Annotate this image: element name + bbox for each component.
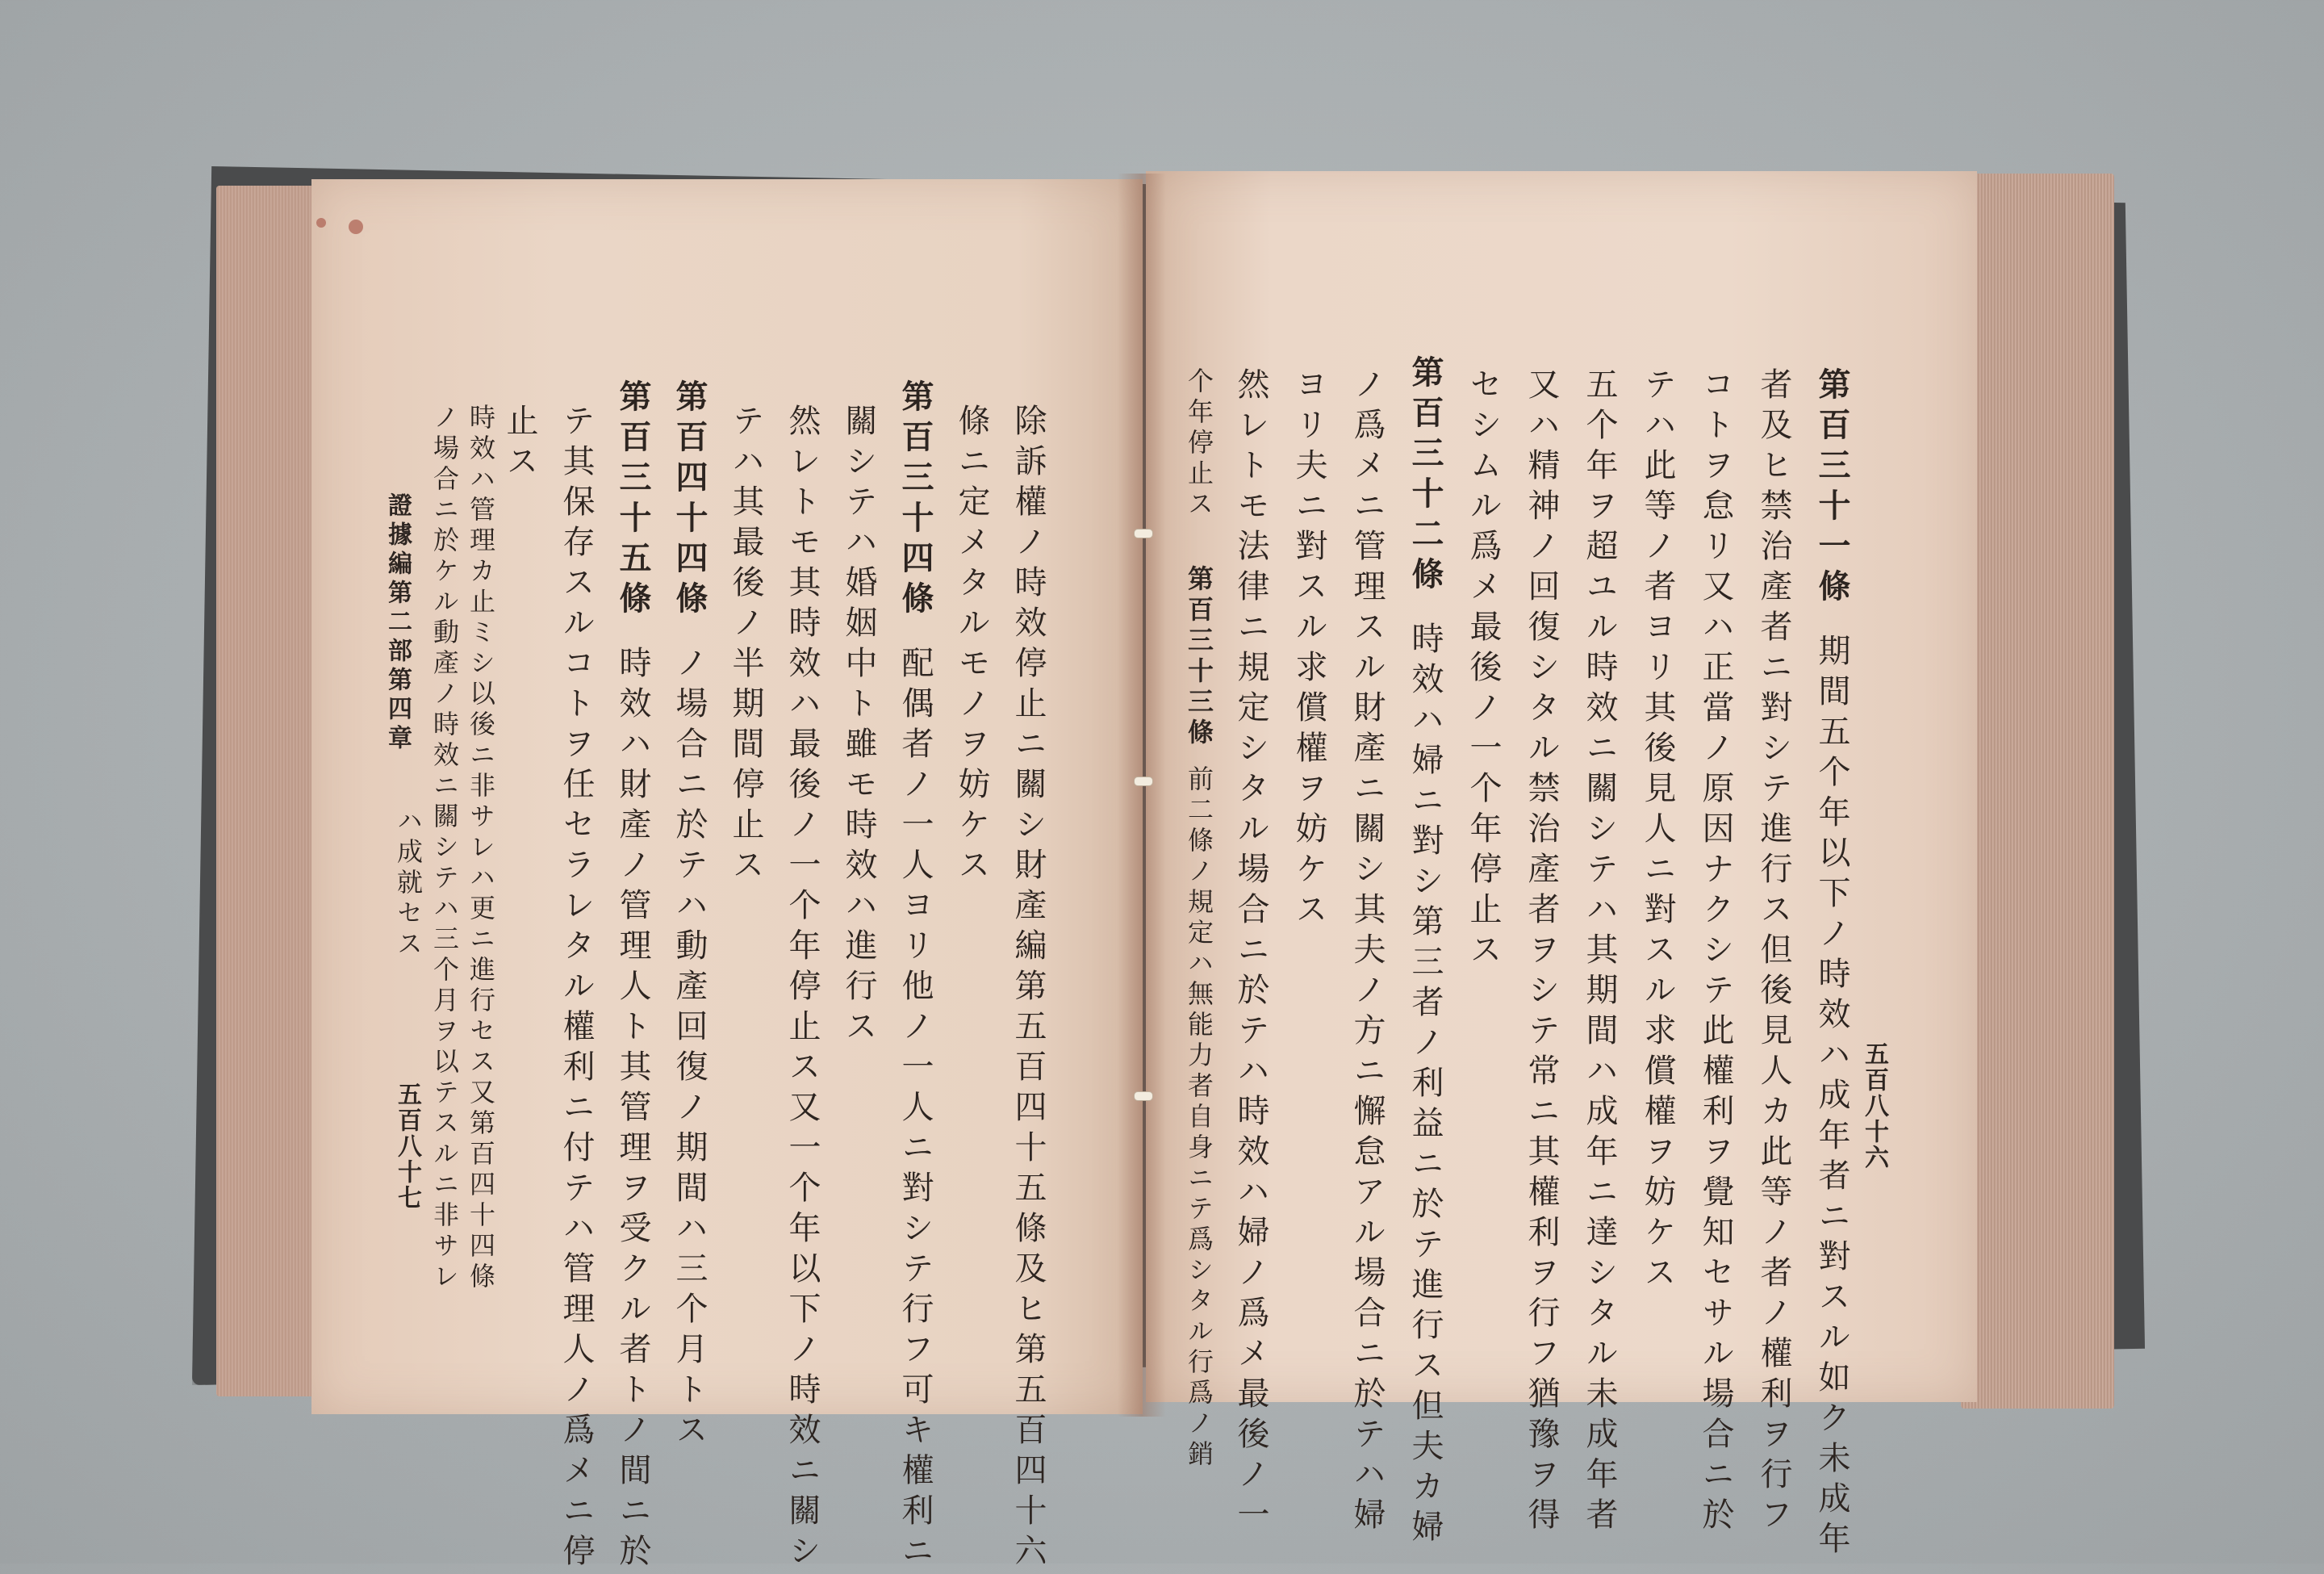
page-number-right: 五百八十六 [1860, 1041, 1888, 1170]
text-column: 第百三十二條時效ハ婦ニ對シ第三者ノ利益ニ於テ進行ス但夫カ婦 [1407, 355, 1444, 1550]
text-column: 第百三十五條時效ハ財產ノ管理人ト其管理ヲ受クル者トノ間ニ於 [614, 379, 652, 1574]
binding-stitch [1134, 529, 1153, 538]
binding-stitch [1134, 777, 1153, 786]
text-column: 時效ハ管理カ止ミシ以後ニ非サレハ更ニ進行セス又第百四十四條 [466, 404, 496, 1293]
text-column: ノ場合ニ於ケル動產ノ時效ニ關シテハ三个月ヲ以テスルニ非サレ [429, 404, 460, 1293]
text-column: 條ニ定メタルモノヲ妨ケス [953, 404, 990, 888]
text-column: テハ此等ノ者ヨリ其後見人ニ對スル求償權ヲ妨ケス [1639, 367, 1676, 1296]
stain-dot [349, 220, 363, 234]
text-column: 第百三十四條配偶者ノ一人ヨリ他ノ一人ニ對シテ行フ可キ權利ニ [897, 379, 934, 1574]
running-head: 證據編第二部第四章 [383, 492, 412, 754]
right-page [1146, 171, 1977, 1402]
text-column: 个年停止ス [1184, 367, 1214, 521]
binding-stitch [1134, 1091, 1153, 1101]
text-column: ヨリ夫ニ對スル求償權ヲ妨ケス [1290, 367, 1327, 932]
text-column: セシムル爲メ最後ノ一个年停止ス [1465, 367, 1502, 973]
text-column: 第百三十三條前二條ノ規定ハ無能力者自身ニテ爲シタル行爲ノ銷 [1184, 565, 1214, 1471]
text-column: テ其保存スルコトヲ任セラレタル權利ニ付テハ管理人ノ爲メニ停 [558, 404, 595, 1574]
text-column: 又ハ精神ノ回復シタル禁治產者ヲシテ常ニ其權利ヲ行フ猶豫ヲ得 [1523, 367, 1560, 1538]
text-column: 第百三十一條期間五个年以下ノ時效ハ成年者ニ對スル如ク未成年 [1813, 367, 1851, 1562]
page-edges-right [1961, 174, 2114, 1409]
text-column: 者及ヒ禁治產者ニ對シテ進行ス但後見人カ此等ノ者ノ權利ヲ行フ [1755, 367, 1792, 1538]
text-column: ノ爲メニ管理スル財產ニ關シ其夫ノ方ニ懈怠アル場合ニ於テハ婦 [1348, 367, 1386, 1538]
page-number-left: 五百八十七 [393, 1082, 421, 1211]
text-column: 止ス [501, 404, 538, 484]
text-column: ハ成就セス [393, 807, 424, 961]
page-edges-left [216, 186, 321, 1396]
text-column: 五个年ヲ超ユル時效ニ關シテハ其期間ハ成年ニ達シタル未成年者 [1581, 367, 1618, 1538]
text-column: 然レトモ其時效ハ最後ノ一个年停止ス又一个年以下ノ時效ニ關シ [784, 404, 821, 1574]
text-column: コトヲ怠リ又ハ正當ノ原因ナクシテ此權利ヲ覺知セサル場合ニ於 [1697, 367, 1734, 1538]
gutter-fold [1118, 174, 1166, 1417]
text-column: テハ其最後ノ半期間停止ス [727, 404, 764, 888]
text-column: 除訴權ノ時效停止ニ關シ財產編第五百四十五條及ヒ第五百四十六 [1009, 404, 1047, 1574]
stain-dot [316, 218, 326, 228]
text-column: 第百四十四條ノ場合ニ於テハ動產回復ノ期間ハ三个月トス [671, 379, 708, 1453]
text-column: 關シテハ婚姻中ト雖モ時效ハ進行ス [840, 404, 877, 1049]
text-column: 然レトモ法律ニ規定シタル場合ニ於テハ時效ハ婦ノ爲メ最後ノ一 [1232, 367, 1269, 1538]
